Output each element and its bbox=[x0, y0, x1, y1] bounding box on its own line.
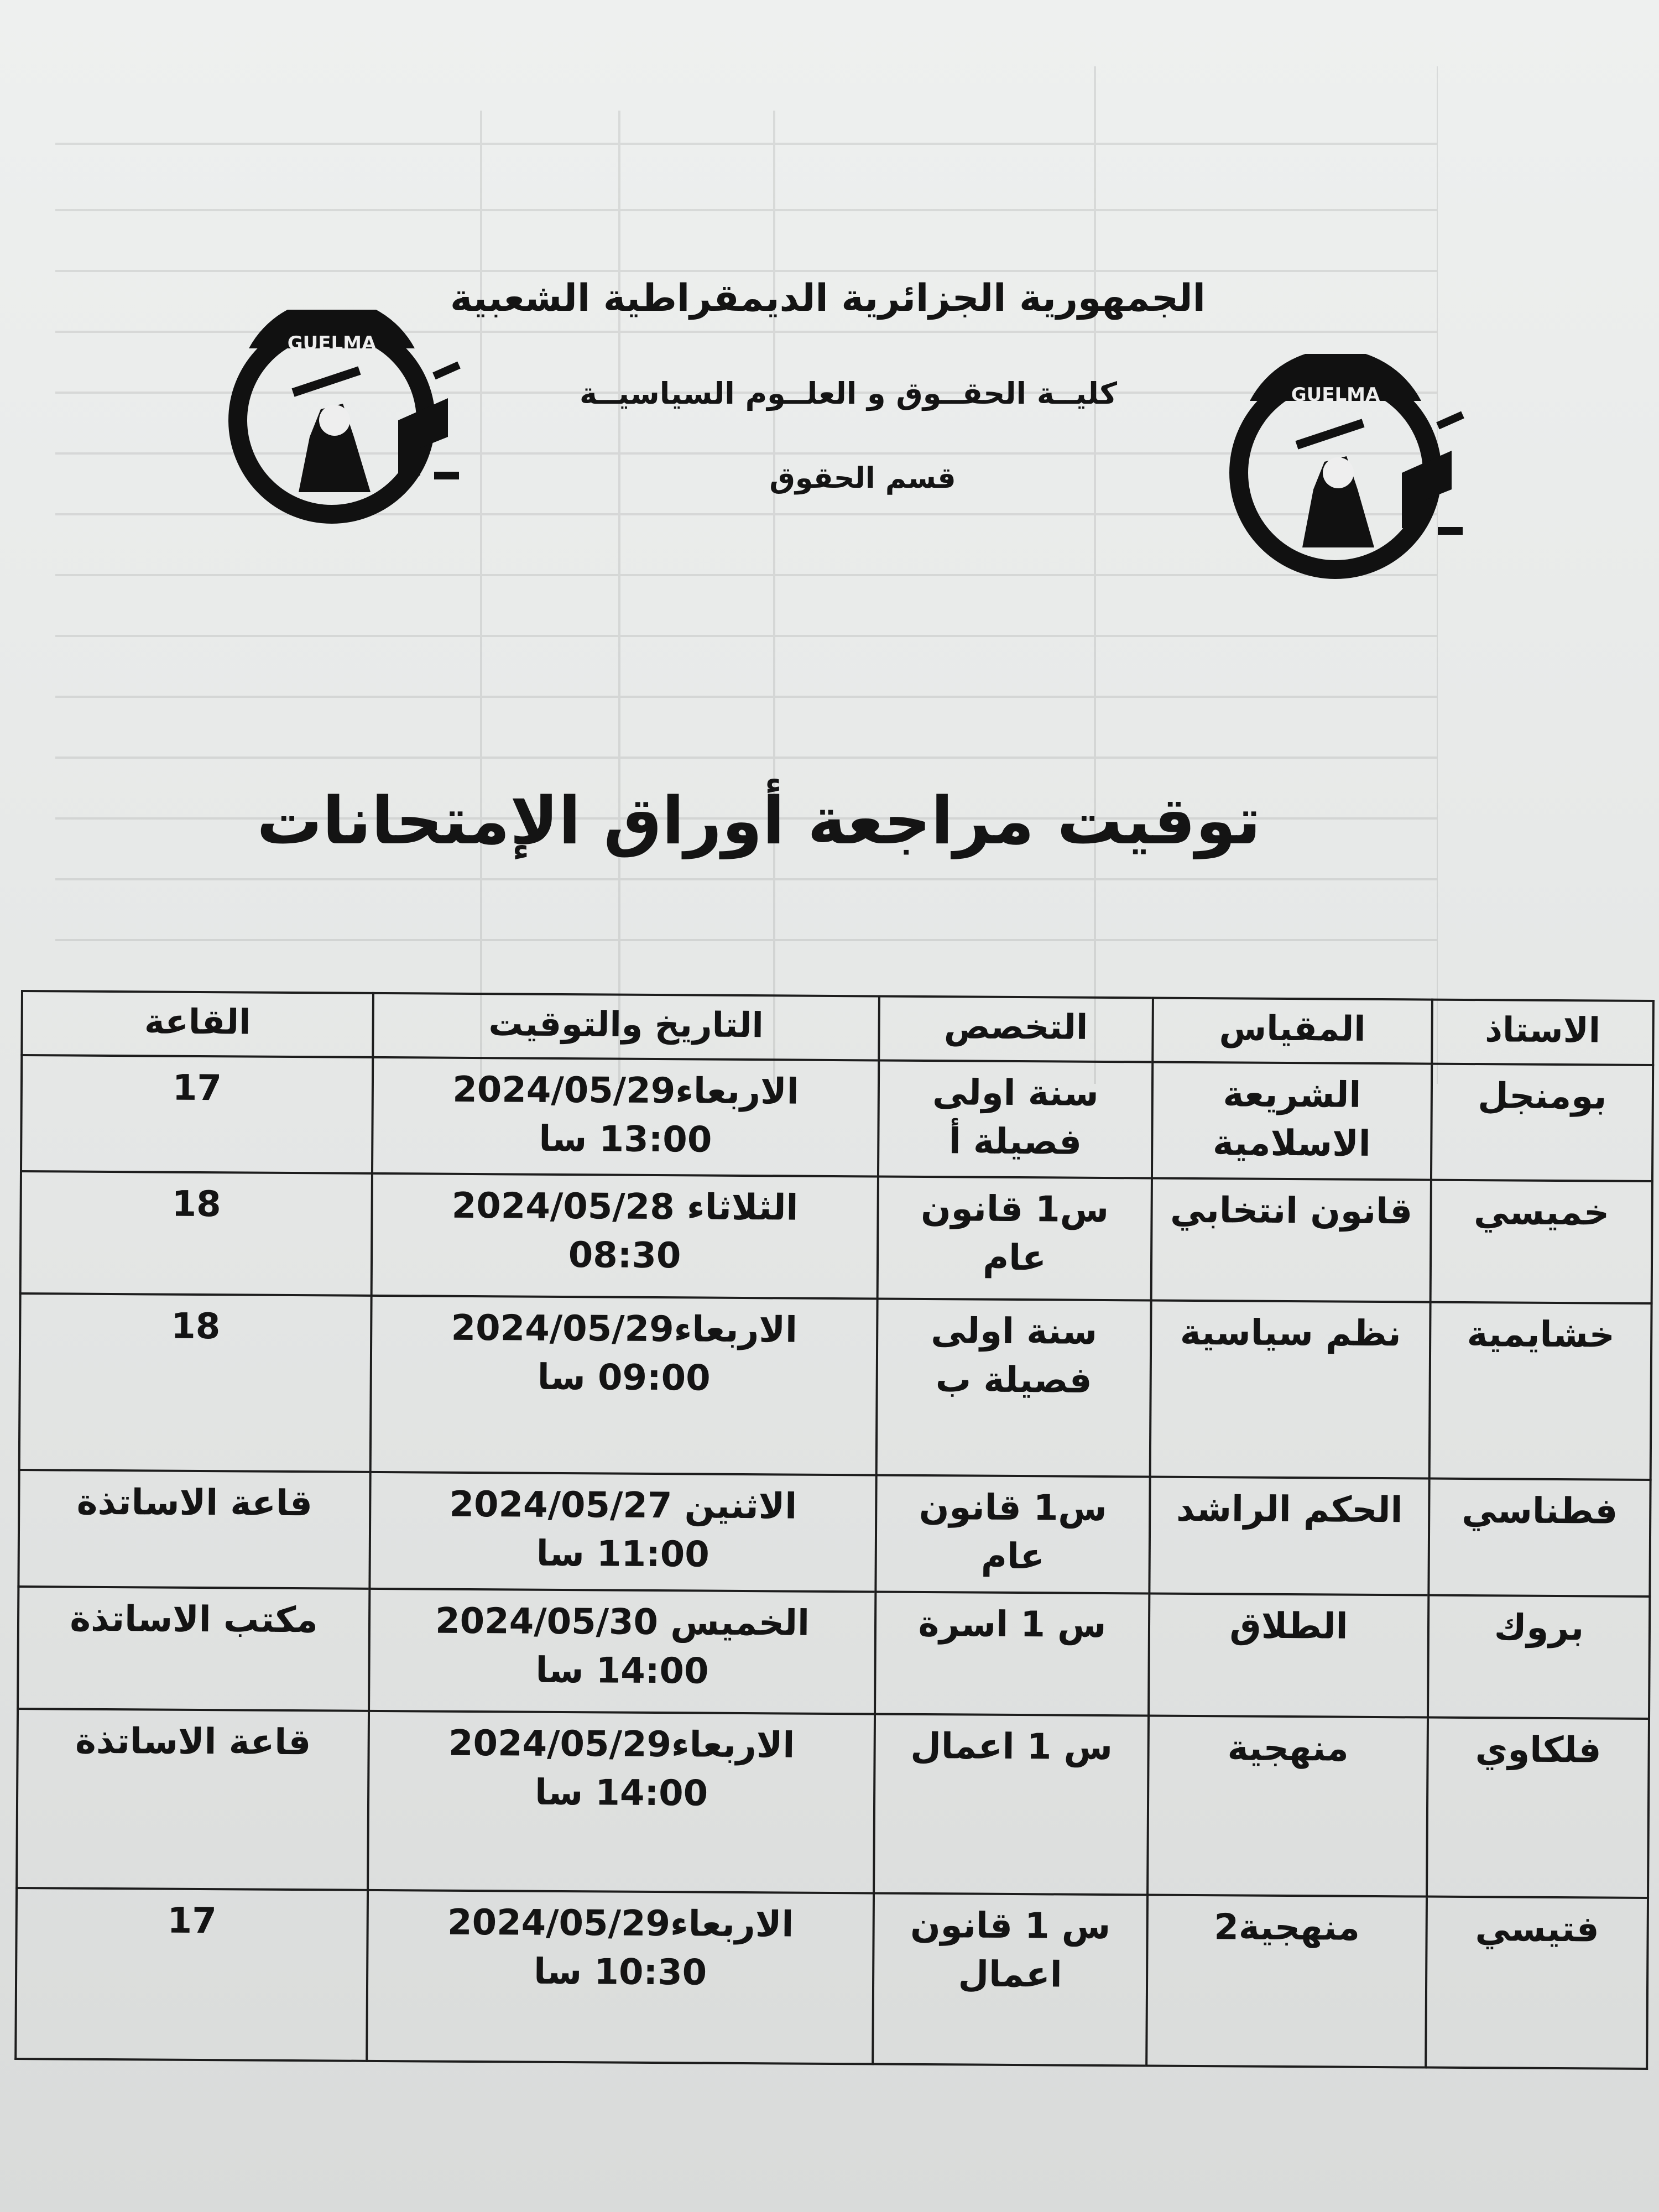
page-title: توقيت مراجعة أوراق الإمتحانات bbox=[257, 782, 1261, 859]
header-specialty: التخصص bbox=[879, 996, 1153, 1062]
subject-cell: قانون انتخابي bbox=[1151, 1178, 1431, 1302]
room-cell: 18 bbox=[20, 1171, 372, 1296]
room-cell: 17 bbox=[21, 1055, 373, 1173]
header-subject: المقياس bbox=[1152, 998, 1432, 1064]
faculty-heading: كليــة الحقــوق و العلــوم السياسيــة bbox=[579, 376, 1117, 411]
specialty-cell: س 1 قانون اعمال bbox=[873, 1893, 1147, 2066]
time-text: 11:00 سا bbox=[536, 1533, 709, 1575]
room-cell: قاعة الاساتذة bbox=[17, 1709, 369, 1890]
table-header-row bbox=[22, 991, 1653, 1065]
time-text: 14:00 سا bbox=[534, 1772, 708, 1814]
table-row bbox=[18, 1470, 1650, 1597]
specialty-cell: س1 قانون عام bbox=[878, 1176, 1152, 1300]
subject-cell: منهجية bbox=[1147, 1716, 1428, 1897]
table-row bbox=[17, 1709, 1649, 1898]
date-text: الاربعاء2024/05/29 bbox=[452, 1069, 799, 1113]
professor-cell: فتيسي bbox=[1426, 1897, 1648, 2069]
subject-cell: الطلاق bbox=[1149, 1593, 1428, 1717]
subject-cell: الشريعة الاسلامية bbox=[1152, 1062, 1432, 1180]
specialty-cell: سنة اولى فصيلة ب bbox=[877, 1299, 1151, 1477]
datetime-cell bbox=[371, 1296, 878, 1475]
datetime-cell bbox=[368, 1711, 875, 1893]
logo-text-right: GUELMA bbox=[1291, 384, 1380, 406]
date-text: الاربعاء2024/05/29 bbox=[447, 1902, 794, 1945]
time-text: 09:00 سا bbox=[537, 1357, 711, 1399]
room-cell: 17 bbox=[15, 1888, 368, 2061]
professor-cell: فطناسي bbox=[1428, 1479, 1650, 1597]
header-datetime: التاريخ والتوقيت bbox=[373, 993, 879, 1061]
specialty-cell: سنة اولى فصيلة أ bbox=[878, 1060, 1152, 1178]
logo-text-left: GUELMA bbox=[287, 332, 377, 354]
table-row bbox=[19, 1293, 1652, 1480]
professor-cell: بروك bbox=[1428, 1595, 1650, 1719]
time-text: 14:00 سا bbox=[535, 1650, 709, 1692]
specialty-cell: س1 قانون عام bbox=[875, 1475, 1150, 1594]
time-text: 13:00 سا bbox=[539, 1118, 712, 1161]
datetime-cell bbox=[369, 1472, 876, 1592]
table-row bbox=[18, 1587, 1650, 1719]
university-logo-right bbox=[1217, 354, 1471, 586]
university-logo-left bbox=[216, 310, 470, 531]
date-text: الاربعاء2024/05/29 bbox=[451, 1307, 798, 1351]
time-text: 10:30 سا bbox=[533, 1951, 707, 1994]
room-cell: قاعة الاساتذة bbox=[18, 1470, 370, 1589]
professor-cell: فلكاوي bbox=[1427, 1718, 1649, 1898]
datetime-cell bbox=[372, 1173, 878, 1299]
header-room: القاعة bbox=[22, 991, 373, 1057]
exam-review-table bbox=[14, 990, 1655, 2070]
table-row bbox=[20, 1171, 1652, 1303]
date-text: الاثنين 2024/05/27 bbox=[449, 1484, 797, 1527]
room-cell: 18 bbox=[19, 1293, 372, 1472]
republic-heading: الجمهورية الجزائرية الديمقراطية الشعبية bbox=[450, 276, 1206, 320]
date-text: الاربعاء2024/05/29 bbox=[448, 1723, 795, 1766]
header-professor: الاستاذ bbox=[1432, 1000, 1653, 1065]
subject-cell: منهجية2 bbox=[1146, 1895, 1427, 2068]
specialty-cell: س 1 اسرة bbox=[875, 1592, 1149, 1715]
department-heading: قسم الحقوق bbox=[769, 462, 956, 495]
subject-cell: نظم سياسية bbox=[1150, 1301, 1431, 1479]
datetime-cell bbox=[369, 1589, 875, 1714]
date-text: الخميس 2024/05/30 bbox=[435, 1600, 810, 1644]
date-text: الثلاثاء 2024/05/28 bbox=[451, 1185, 799, 1229]
professor-cell: بومنجل bbox=[1431, 1064, 1653, 1181]
time-text: 08:30 bbox=[568, 1234, 681, 1277]
subject-cell: الحكم الراشد bbox=[1149, 1477, 1429, 1595]
datetime-cell bbox=[372, 1057, 879, 1176]
table-row bbox=[21, 1055, 1653, 1181]
professor-cell: خشايمية bbox=[1430, 1302, 1652, 1480]
datetime-cell bbox=[367, 1890, 874, 2064]
room-cell: مكتب الاساتذة bbox=[18, 1587, 369, 1711]
professor-cell: خميسي bbox=[1431, 1180, 1652, 1303]
table-row bbox=[15, 1888, 1648, 2069]
specialty-cell: س 1 اعمال bbox=[874, 1714, 1149, 1895]
